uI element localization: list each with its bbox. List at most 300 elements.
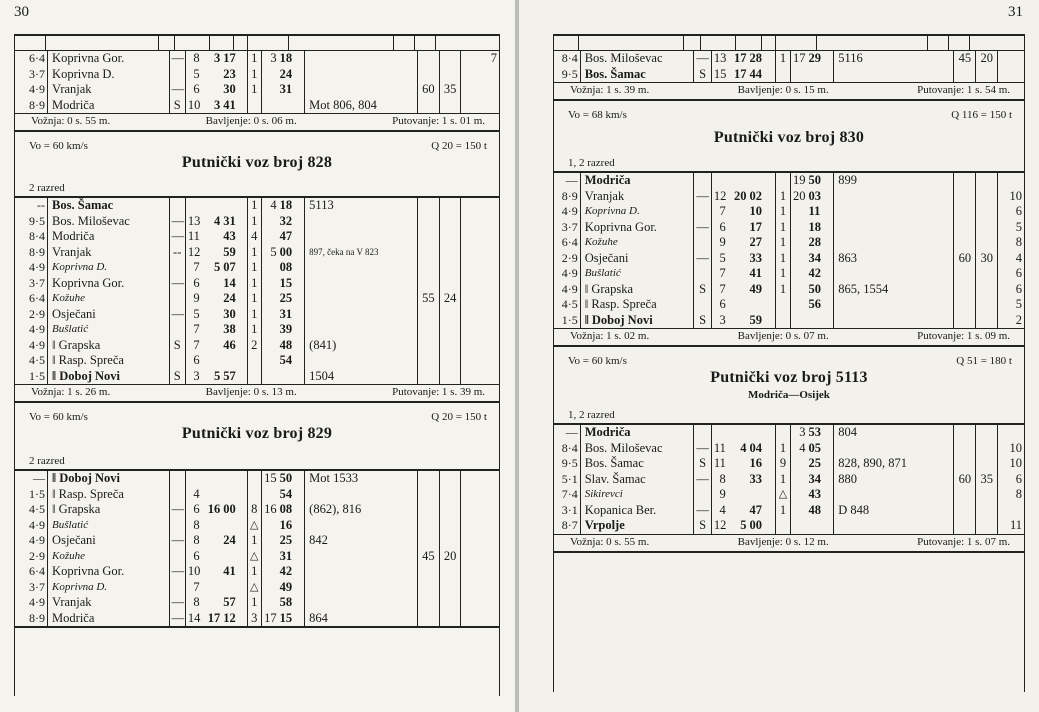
cell-e [790,456,807,472]
cell-km: 4·5 [15,353,48,369]
cell-s: — [694,51,711,67]
cell-b [728,472,749,488]
cell-e: 5 [270,244,277,259]
table-row [15,229,499,245]
bavljenje: Bavljenje: 0 s. 13 m. [205,386,297,398]
cell-d: 1 [247,291,261,307]
cell-n11 [461,470,499,487]
cell-f: 31 [279,82,305,98]
cell-b: 5 [213,260,221,275]
cell-b: 3 [213,51,221,66]
cell-b [202,322,223,338]
cell-km: 4·9 [15,595,48,611]
speed: Vo = 60 km/s [29,140,88,152]
cell-c: 44 [749,67,776,83]
cell-note [305,260,418,276]
table-row [554,487,1024,503]
cell-b [728,204,749,220]
cell-n10 [439,353,461,369]
table-row [554,235,1024,251]
cell-n11 [461,260,499,276]
cell-c: 14 [222,276,247,292]
cell-a: 6 [193,82,200,97]
train-829-header [15,403,499,469]
cell-n10 [439,260,461,276]
cell-km: 8·4 [554,51,580,67]
column-header-cell [289,36,394,50]
cell-note: D 848 [834,503,954,519]
cell-f: 43 [808,487,834,503]
cell-s: S [694,282,711,298]
cell-d: 1 [776,251,790,267]
cell-n10: 20 [439,549,461,565]
cell-e [790,235,807,251]
cell-station: Koprivna D. [48,260,170,276]
cell-c [222,518,247,534]
cell-f: 28 [808,235,834,251]
cell-n9 [418,518,440,534]
cell-km: 8·9 [15,98,48,114]
cell-f: 32 [279,214,305,230]
cell-a: 8 [193,533,200,548]
column-header-cell [949,36,970,50]
cell-c [749,487,776,503]
cell-n9 [954,189,976,205]
cell-f: 08 [279,502,305,518]
right-page [519,0,1039,712]
table-row [554,503,1024,519]
table-row [554,313,1024,329]
cell-c: 41 [749,266,776,282]
cell-a: 12 [713,188,727,203]
cell-n9 [418,533,440,549]
table-row [554,282,1024,298]
cell-station: Sikirevci [580,487,694,503]
cell-c [222,580,247,596]
putovanje: Putovanje: 1 s. 01 m. [392,115,485,127]
cell-b [202,470,223,487]
cell-b [728,456,749,472]
cell-s: — [694,472,711,488]
cell-n9 [418,322,440,338]
cell-station: ‖ Rasp. Spreča [48,353,170,369]
cell-n11: 10 [1009,456,1022,471]
cell-km: 3·7 [15,580,48,596]
cell-a: 6 [719,219,726,234]
cell-b [202,338,223,354]
cell-km: 9·5 [554,456,580,472]
cell-e [261,291,278,307]
cell-km: 3·7 [554,220,580,236]
cell-b [202,487,223,503]
cell-e [261,487,278,503]
cell-n10 [439,51,461,67]
cell-c: 30 [222,307,247,323]
cell-f: 25 [808,456,834,472]
cell-d [247,470,261,487]
cell-n11: 11 [1009,518,1022,533]
cell-a: 5 [719,250,726,265]
cell-a: 3 [719,312,726,327]
cell-s: S [694,67,711,83]
table-row [554,424,1024,441]
cell-n11 [461,595,499,611]
cell-km: 8·9 [15,245,48,261]
cell-b: 3 [213,97,221,112]
cell-c: 17 [749,220,776,236]
cell-n9 [954,424,976,441]
cell-station: ‖ Doboj Novi [48,470,170,487]
cell-station: Bušlatić [48,518,170,534]
top-table [554,51,1024,82]
putovanje: Putovanje: 1 s. 54 m. [917,84,1010,96]
cell-n9 [418,502,440,518]
cell-station: Koprivna Gor. [48,276,170,292]
cell-f: 49 [279,580,305,596]
cell-d: 1 [247,322,261,338]
cell-s: S [694,456,711,472]
cell-km: 4·9 [554,204,580,220]
cell-d: 1 [247,564,261,580]
cell-station: Koprivna D. [48,67,170,83]
cell-s: — [694,441,711,457]
cell-n9: 55 [418,291,440,307]
cell-e: 15 [264,471,277,486]
cell-s [169,353,185,369]
table-row [15,51,499,67]
cell-n9 [418,245,440,261]
cell-km: 6·4 [15,51,48,67]
cell-s [169,580,185,596]
cell-b [202,564,223,580]
cell-s: — [169,564,185,580]
cell-note: 5116 [834,51,954,67]
cell-n10 [976,313,998,329]
cell-a: 12 [187,244,201,259]
cell-a [711,424,727,441]
cell-b: 16 [207,502,221,517]
cell-f: 54 [279,487,305,503]
cell-s: — [169,307,185,323]
cell-n11 [461,98,499,114]
speed: Vo = 68 km/s [568,109,627,121]
table-row [15,307,499,323]
cell-d: 1 [776,266,790,282]
cell-s: S [694,518,711,534]
cell-d: 1 [776,204,790,220]
cell-d: 1 [247,260,261,276]
cell-n10 [439,595,461,611]
summary-bar [15,384,499,403]
cell-f: 00 [279,245,305,261]
column-header-cell [817,36,928,50]
cell-n10 [439,214,461,230]
cell-e [261,549,278,565]
cell-n9 [418,595,440,611]
cell-s: — [694,503,711,519]
cell-note [834,313,954,329]
cell-e [790,266,807,282]
speed: Vo = 60 km/s [568,355,627,367]
cell-station: ‖ Grapska [48,338,170,354]
cell-n11: 6 [1015,266,1022,281]
cell-e [261,369,278,385]
cell-b [202,197,223,214]
train-title: Putnički voz broj 829 [181,425,333,442]
cell-station: Bos. Šamac [48,197,170,214]
cell-f: 18 [279,51,305,67]
cell-km: 3·1 [554,503,580,519]
bavljenje: Bavljenje: 0 s. 12 m. [737,535,829,548]
cell-e: 20 [793,188,806,203]
cell-n11: 10 [1009,188,1022,203]
summary-bar [15,113,499,132]
cell-a: 4 [719,502,726,517]
column-header-cell [415,36,436,50]
cell-n11 [461,307,499,323]
cell-f [808,518,834,534]
cell-station: Kopanica Ber. [580,503,694,519]
cell-n9 [954,172,976,189]
cell-f [279,369,305,385]
cell-a: 9 [193,291,200,306]
cell-s: S [169,338,185,354]
cell-n11 [461,518,499,534]
cell-c: 31 [222,214,247,230]
cell-c: 46 [222,338,247,354]
cell-d: 1 [247,276,261,292]
cell-s: — [169,533,185,549]
cell-c: 33 [749,472,776,488]
cell-n10 [439,338,461,354]
cell-c: 59 [749,313,776,329]
cell-a: 5 [193,306,200,321]
voznja: Vožnja: 1 s. 26 m. [31,386,111,398]
table-row [15,470,499,487]
cell-c: 28 [749,51,776,67]
cell-note: 1504 [305,369,418,385]
cell-a: 14 [187,610,201,625]
cell-n9 [954,282,976,298]
cell-e [790,204,807,220]
table-row [15,338,499,354]
cell-c: 41 [222,98,247,114]
cell-b [202,245,223,261]
table-row [15,487,499,503]
cell-n10 [976,424,998,441]
class: 2 razred [29,182,65,194]
cell-note: 828, 890, 871 [834,456,954,472]
cell-n9: 60 [418,82,440,98]
cell-e [261,214,278,230]
voznja: Vožnja: 0 s. 55 m. [31,115,111,127]
cell-e: 16 [264,502,277,517]
cell-a: 7 [193,260,200,275]
cell-km: 4·9 [15,260,48,276]
cell-d: 8 [247,502,261,518]
cell-a: 7 [719,204,726,219]
cell-a: 8 [193,595,200,610]
cell-n10 [976,456,998,472]
table-row [15,611,499,628]
cell-b [728,424,749,441]
cell-f: 58 [279,595,305,611]
cell-km: — [554,424,580,441]
cell-station: Koprivna Gor. [48,51,170,67]
table-row [15,580,499,596]
cell-c: 33 [749,251,776,267]
cell-s: — [169,276,185,292]
cell-e [261,260,278,276]
left-page [0,0,515,712]
cell-km: 8·4 [15,229,48,245]
cell-s: S [694,313,711,329]
cell-e [261,276,278,292]
cell-n10 [439,229,461,245]
cell-station: Bos. Šamac [580,456,694,472]
cell-c [749,424,776,441]
column-header-cell [762,36,776,50]
class: 1, 2 razred [568,409,615,421]
cell-n11 [461,322,499,338]
table-row [15,369,499,385]
cell-n10 [439,369,461,385]
cell-n9 [418,580,440,596]
cell-km: 6·4 [15,564,48,580]
cell-s [694,266,711,282]
cell-note: 842 [305,533,418,549]
train-title: Putnički voz broj 5113 [710,369,868,386]
cell-n9 [418,470,440,487]
cell-a: 13 [187,213,201,228]
cell-s [169,67,185,83]
load: Q 20 = 150 t [431,411,487,423]
cell-note [305,214,418,230]
cell-s [169,260,185,276]
table-row [15,595,499,611]
cell-s: — [169,214,185,230]
cell-note [305,82,418,98]
cell-note [305,307,418,323]
cell-n9: 45 [954,51,976,67]
column-header-cell [159,36,175,50]
cell-c: 49 [749,282,776,298]
cell-b [202,549,223,565]
cell-e: 4 [270,198,277,213]
cell-station: Koprivna D. [48,580,170,596]
cell-n11 [461,580,499,596]
cell-e: 17 [793,51,806,66]
summary-bar [554,328,1024,347]
route-subtitle: Modriča—Osijek [748,389,830,401]
cell-km: 4·9 [15,533,48,549]
cell-n9 [954,518,976,534]
column-header-cell [970,36,994,50]
cell-n11 [461,487,499,503]
cell-d: 1 [776,441,790,457]
cell-a: 10 [187,97,201,112]
cell-n11: 6 [1015,471,1022,486]
cell-d: △ [247,518,261,534]
cell-n11 [461,245,499,261]
cell-c: 16 [749,456,776,472]
cell-km: 2·9 [554,251,580,267]
cell-f: 48 [808,503,834,519]
cell-e [261,518,278,534]
cell-note [834,518,954,534]
cell-n10 [976,189,998,205]
train-828-header [15,132,499,196]
cell-note [305,291,418,307]
cell-note [305,51,418,67]
cell-e [790,472,807,488]
cell-km: 4·9 [554,282,580,298]
cell-n10 [439,487,461,503]
cell-n10 [976,204,998,220]
cell-e [790,518,807,534]
cell-e [261,98,278,114]
cell-s [169,291,185,307]
cell-c [222,549,247,565]
cell-s [169,549,185,565]
load: Q 20 = 150 t [431,140,487,152]
cell-a [185,197,201,214]
cell-n10 [439,580,461,596]
table-row [15,67,499,83]
cell-n10 [976,266,998,282]
cell-note: Mot 806, 804 [305,98,418,114]
cell-station: Modriča [580,172,694,189]
cell-station: Osječani [48,533,170,549]
column-header-cell [175,36,210,50]
cell-km: 4·5 [554,297,580,313]
cell-b [728,297,749,313]
cell-e [261,322,278,338]
cell-km: 8·7 [554,518,580,534]
column-header-cell [46,36,159,50]
page-number: 31 [1008,4,1023,20]
cell-f: 18 [808,220,834,236]
cell-s: — [169,595,185,611]
cell-n11 [461,338,499,354]
cell-n11 [461,564,499,580]
column-header-cell [234,36,248,50]
column-header-cell [579,36,684,50]
table-row [15,549,499,565]
cell-note [305,564,418,580]
cell-b [202,353,223,369]
table-row [15,291,499,307]
cell-n9 [418,98,440,114]
cell-note: (841) [305,338,418,354]
cell-station: Bos. Miloševac [48,214,170,230]
cell-station: Koprivna Gor. [48,564,170,580]
column-header [554,34,1024,51]
cell-n10: 35 [976,472,998,488]
cell-n10 [439,245,461,261]
cell-km: 6·4 [554,235,580,251]
cell-e: 17 [264,610,277,625]
cell-n9 [954,220,976,236]
cell-d: △ [247,549,261,565]
cell-station: Modriča [48,611,170,628]
cell-d: 1 [247,67,261,83]
cell-a: 8 [193,517,200,532]
cell-s: S [169,369,185,385]
cell-station: ‖ Grapska [48,502,170,518]
cell-n10 [439,611,461,628]
cell-a: 7 [719,281,726,296]
